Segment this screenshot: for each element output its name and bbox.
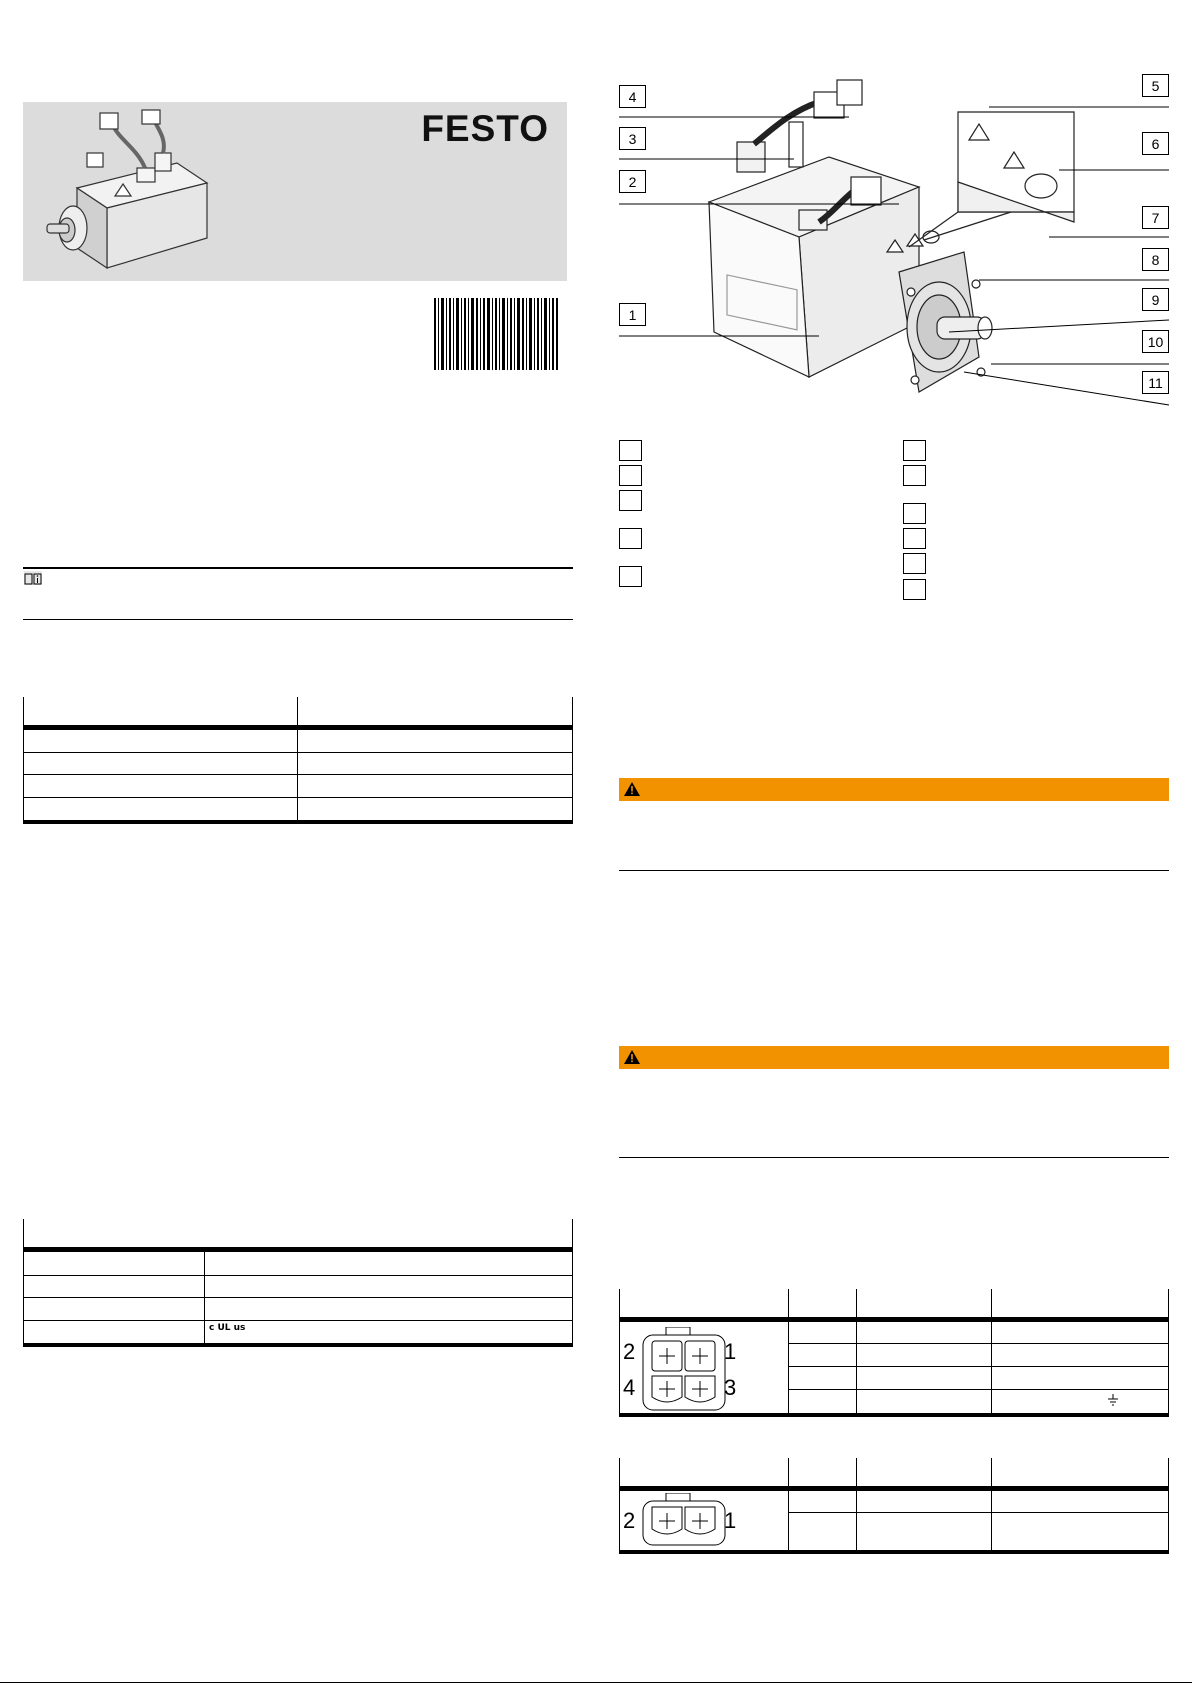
callout-6: 6 bbox=[1142, 132, 1169, 155]
header-banner bbox=[23, 102, 567, 281]
legend-box bbox=[903, 465, 926, 486]
callout-5: 5 bbox=[1142, 74, 1169, 97]
legend-box bbox=[903, 503, 926, 524]
callout-10: 10 bbox=[1142, 330, 1169, 353]
connector-table-1 bbox=[619, 1289, 1169, 1419]
pin-label: 2 bbox=[623, 1508, 636, 1533]
pin-label: 4 bbox=[623, 1375, 636, 1400]
legend-box bbox=[903, 579, 926, 600]
page-bottom-rule bbox=[0, 1682, 1192, 1683]
pin-label: 1 bbox=[724, 1508, 737, 1533]
legend-box bbox=[619, 465, 642, 486]
warning-triangle-icon bbox=[623, 781, 641, 797]
warning-banner bbox=[619, 778, 1169, 801]
motor-diagram bbox=[619, 72, 1171, 412]
warning-triangle-icon bbox=[623, 1049, 641, 1065]
callout-9: 9 bbox=[1142, 288, 1169, 311]
legend-box bbox=[903, 440, 926, 461]
pin-label: 2 bbox=[623, 1339, 636, 1364]
warning-rule bbox=[619, 870, 1169, 871]
legend-box bbox=[903, 553, 926, 574]
pin-label: 3 bbox=[724, 1375, 737, 1400]
legend-box bbox=[619, 440, 642, 461]
info-top-rule bbox=[23, 567, 573, 569]
callout-2: 2 bbox=[619, 170, 646, 193]
callout-7: 7 bbox=[1142, 206, 1169, 229]
callout-4: 4 bbox=[619, 85, 646, 108]
legend-box bbox=[619, 566, 642, 587]
festo-logo: FESTO bbox=[421, 108, 549, 149]
legend-box bbox=[903, 528, 926, 549]
table1 bbox=[23, 697, 573, 824]
warning-rule bbox=[619, 1157, 1169, 1158]
pin-label: 1 bbox=[724, 1339, 737, 1364]
legend-box bbox=[619, 490, 642, 511]
barcode-graphic bbox=[434, 298, 558, 370]
warning-banner bbox=[619, 1046, 1169, 1069]
book-info-icon bbox=[24, 571, 42, 585]
connector-table-2 bbox=[619, 1458, 1169, 1556]
callout-3: 3 bbox=[619, 127, 646, 150]
callout-11: 11 bbox=[1142, 371, 1169, 394]
connector-4pin-drawing bbox=[639, 1327, 729, 1412]
legend-box bbox=[619, 528, 642, 549]
callout-1: 1 bbox=[619, 303, 646, 326]
callout-8: 8 bbox=[1142, 248, 1169, 271]
ul-certification-mark: c UL us bbox=[209, 1323, 246, 1333]
ground-icon bbox=[1107, 1394, 1119, 1406]
table2 bbox=[23, 1219, 573, 1349]
info-bottom-rule bbox=[23, 619, 573, 620]
servo-motor-illustration bbox=[37, 108, 227, 278]
connector-2pin-drawing bbox=[639, 1493, 729, 1548]
